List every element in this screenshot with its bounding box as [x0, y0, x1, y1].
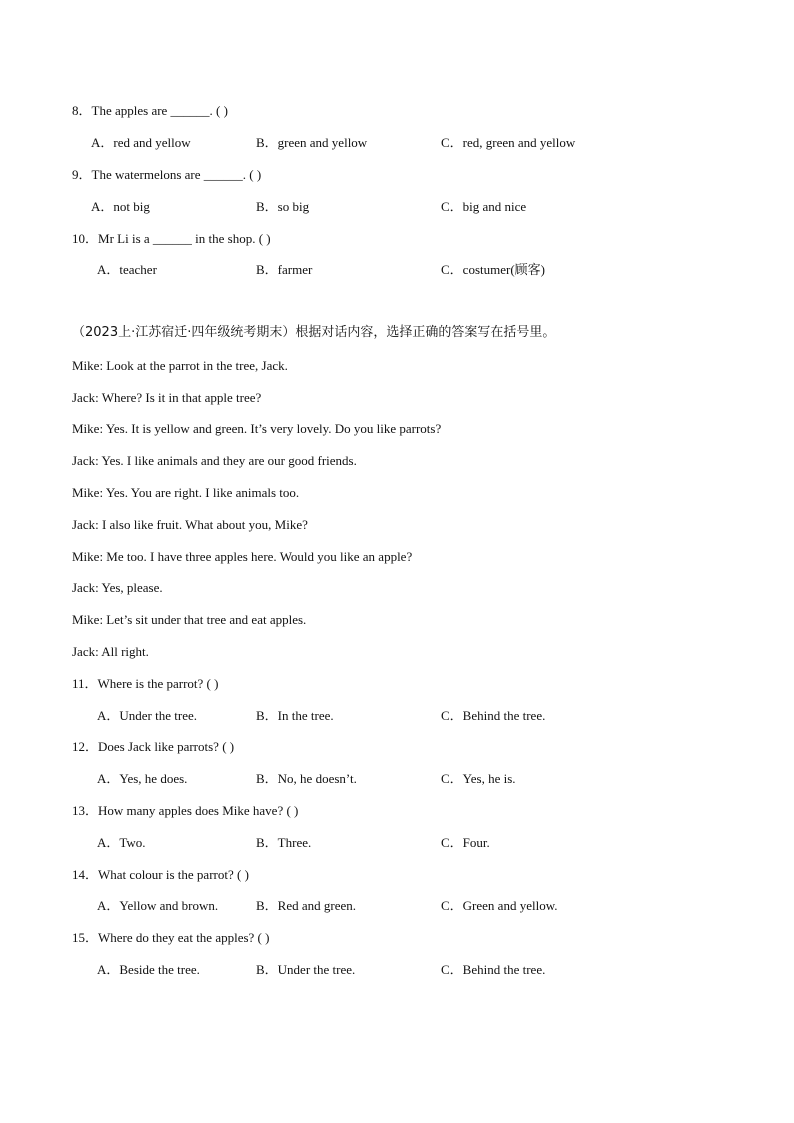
question-number: 10．: [72, 231, 99, 246]
question-9: [72, 167, 261, 183]
option-c[interactable]: C．Behind the tree.: [441, 708, 546, 723]
dialogue-line: Jack: Where? Is it in that apple tree?: [72, 390, 262, 405]
option-a[interactable]: A．Under the tree.: [97, 708, 197, 723]
option-c[interactable]: C．red, green and yellow: [441, 135, 576, 150]
question-number: 15．: [72, 930, 99, 945]
option-a[interactable]: A．red and yellow: [91, 135, 191, 150]
option-c[interactable]: C．Yes, he is.: [441, 771, 516, 786]
dialogue-line: Jack: Yes, please.: [72, 580, 163, 595]
dialogue-line: Mike: Yes. It is yellow and green. It’s very lovely. Do you like parrots?: [72, 421, 442, 436]
question-text: The watermelons are ______. ( ): [91, 167, 262, 182]
question-number: 9．: [72, 167, 92, 182]
question-number: 12．: [72, 739, 99, 754]
option-b[interactable]: B．Under the tree.: [256, 962, 356, 977]
question-12: [72, 739, 234, 755]
question-15: [72, 930, 269, 946]
section-heading: （2023上·江苏宿迁·四年级统考期末）根据对话内容，选择正确的答案写在括号里。: [72, 325, 556, 340]
option-b[interactable]: B．Three.: [256, 835, 312, 850]
question-number: 8．: [72, 103, 92, 118]
option-b[interactable]: B．farmer: [256, 262, 313, 277]
question-text: How many apples does Mike have? ( ): [98, 803, 299, 818]
question-text: What colour is the parrot? ( ): [98, 867, 249, 882]
question-text: The apples are ______. ( ): [91, 103, 228, 118]
question-11: [72, 676, 218, 692]
question-number: 13．: [72, 803, 99, 818]
option-c[interactable]: C．Behind the tree.: [441, 962, 546, 977]
option-c[interactable]: C．costumer(顾客): [441, 262, 545, 277]
question-8: [72, 103, 228, 119]
option-b[interactable]: B．green and yellow: [256, 135, 368, 150]
option-b[interactable]: B．so big: [256, 199, 310, 214]
dialogue-line: Mike: Let’s sit under that tree and eat apples.: [72, 612, 307, 627]
question-text: Where do they eat the apples? ( ): [98, 930, 270, 945]
option-b[interactable]: B．In the tree.: [256, 708, 334, 723]
question-text: Where is the parrot? ( ): [97, 676, 219, 691]
option-a[interactable]: A．Yellow and brown.: [97, 898, 219, 913]
option-b[interactable]: B．Red and green.: [256, 898, 357, 913]
dialogue-line: Jack: Yes. I like animals and they are our good friends.: [72, 453, 357, 468]
option-a[interactable]: A．teacher: [97, 262, 157, 277]
question-14: [72, 867, 249, 883]
dialogue-line: Mike: Yes. You are right. I like animals too.: [72, 485, 300, 500]
option-c[interactable]: C．big and nice: [441, 199, 527, 214]
dialogue-line: Jack: I also like fruit. What about you, Mike?: [72, 517, 308, 532]
option-c[interactable]: C．Four.: [441, 835, 490, 850]
question-text: Mr Li is a ______ in the shop. ( ): [98, 231, 271, 246]
question-13: [72, 803, 298, 819]
dialogue-line: Jack: All right.: [72, 644, 149, 659]
option-a[interactable]: A．Beside the tree.: [97, 962, 200, 977]
dialogue-line: Mike: Look at the parrot in the tree, Jack.: [72, 358, 288, 373]
option-b[interactable]: B．No, he doesn’t.: [256, 771, 357, 786]
option-a[interactable]: A．not big: [91, 199, 150, 214]
question-text: Does Jack like parrots? ( ): [98, 739, 235, 754]
option-c[interactable]: C．Green and yellow.: [441, 898, 558, 913]
option-a[interactable]: A．Yes, he does.: [97, 771, 188, 786]
question-number: 14．: [72, 867, 99, 882]
dialogue-line: Mike: Me too. I have three apples here. Would you like an apple?: [72, 549, 413, 564]
question-10: [72, 231, 271, 247]
option-a[interactable]: A．Two.: [97, 835, 146, 850]
question-number: 11．: [72, 676, 98, 691]
